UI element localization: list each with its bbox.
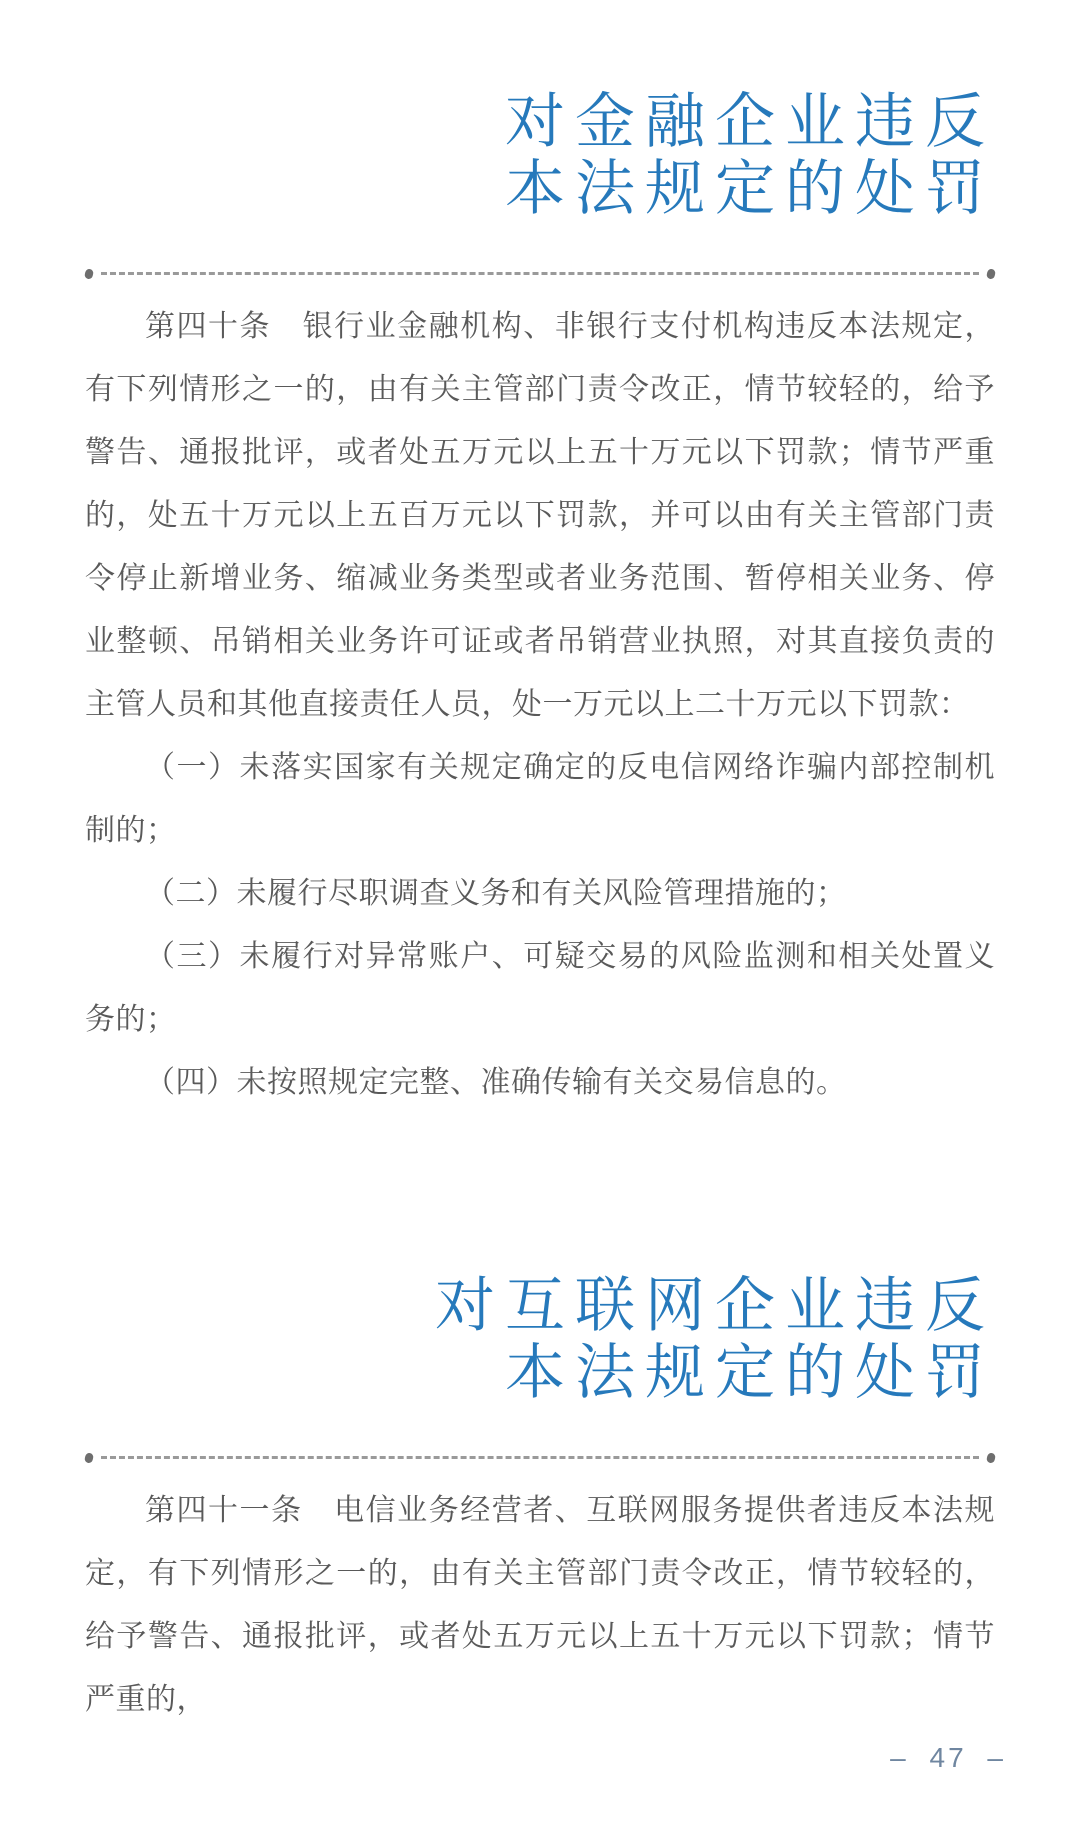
section-financial-penalties <box>85 88 995 1114</box>
section-internet-penalties <box>85 1272 995 1731</box>
section-title-line-1: 对互联网企业违反 <box>435 1272 995 1339</box>
section-title-line-1: 对金融企业违反 <box>505 88 995 155</box>
divider-dashed-line <box>101 272 979 275</box>
section-title-financial <box>85 88 995 222</box>
article-40-body <box>85 295 995 1114</box>
article-40-item-1: （一）未落实国家有关规定确定的反电信网络诈骗内部控制机制的； <box>85 751 995 847</box>
section-title-internet <box>85 1272 995 1406</box>
divider-dot-right <box>986 268 996 280</box>
article-40-item-3: （三）未履行对异常账户、可疑交易的风险监测和相关处置义务的； <box>85 940 995 1036</box>
section-divider <box>85 268 995 279</box>
section-title-line-2: 本法规定的处罚 <box>505 1339 995 1406</box>
divider-dashed-line <box>101 1456 979 1459</box>
article-41-body <box>85 1479 995 1731</box>
article-40-item-2: （二）未履行尽职调查义务和有关风险管理措施的； <box>145 877 847 910</box>
article-40-item-4: （四）未按照规定完整、准确传输有关交易信息的。 <box>145 1066 847 1099</box>
divider-dot-left <box>84 1452 94 1464</box>
page-number: – 47 – <box>890 1742 1006 1773</box>
section-divider <box>85 1452 995 1463</box>
section-title-line-2: 本法规定的处罚 <box>505 155 995 222</box>
divider-dot-right <box>986 1452 996 1464</box>
article-41-paragraph: 第四十一条 电信业务经营者、互联网服务提供者违反本法规定，有下列情形之一的，由有关主管部门责令改正，情节较轻的，给予警告、通报批评，或者处五万元以上五十万元以下罚款；情节严重的， <box>85 1494 995 1716</box>
divider-dot-left <box>84 268 94 280</box>
article-40-paragraph: 第四十条 银行业金融机构、非银行支付机构违反本法规定，有下列情形之一的，由有关主管部门责令改正，情节较轻的，给予警告、通报批评，或者处五万元以上五十万元以下罚款；情节严重的，处五十万元以上五百万元以下罚款，并可以由有关主管部门责令停止新增业务、缩减业务类型或者业务范围、暂停相关业务、停业整顿、吊销相关业务许可证或者吊销营业执照，对其直接负责的主管人员和其他直接责任人员，处一万元以上二十万元以下罚款： <box>85 310 995 721</box>
